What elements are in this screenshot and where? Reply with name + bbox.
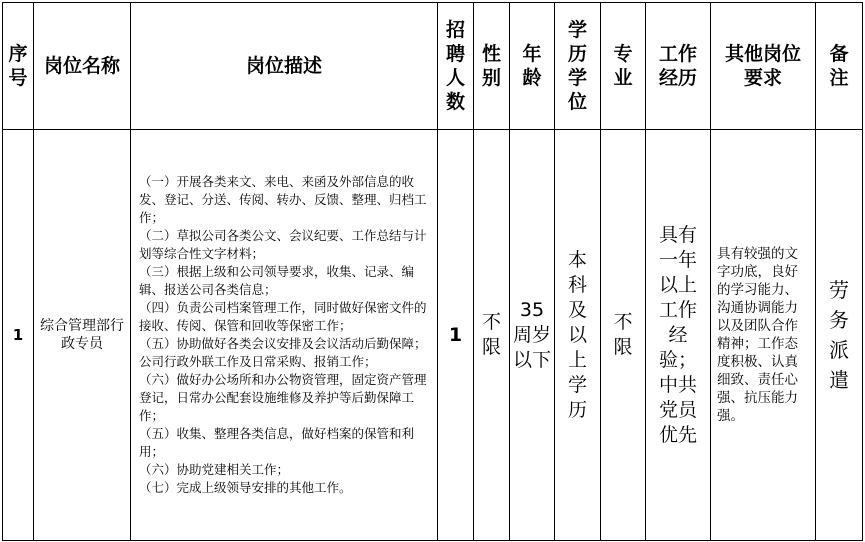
header-education: 学历学位 (555, 3, 601, 130)
header-note: 备注 (816, 3, 863, 130)
header-gender: 性别 (474, 3, 510, 130)
cell-description (131, 130, 438, 541)
description-line: （四）负责公司档案管理工作，同时做好保密文件的接收、传阅、保管和回收等保密工作； (139, 300, 427, 333)
header-no: 序号 (3, 3, 34, 130)
description-line: （一）开展各类来文、来电、来函及外部信息的收发、登记、分送、传阅、转办、反馈、整理、归档工作； (139, 174, 427, 225)
header-row (3, 3, 863, 130)
job-posting-table (2, 2, 863, 541)
cell-gender: 不限 (474, 130, 510, 541)
cell-major: 不限 (601, 130, 646, 541)
table-row (3, 130, 863, 541)
header-experience: 工作经历 (646, 3, 711, 130)
header-other: 其他岗位要求 (711, 3, 816, 130)
description-line: （五）协助做好各类会议安排及会议活动后勤保障；公司行政外联工作及日常采购、报销工作； (139, 336, 427, 369)
cell-other-requirements: 具有较强的文字功底，良好的学习能力、沟通协调能力以及团队合作精神；工作态度积极、认真细致、责任心强、抗压能力强。 (711, 130, 816, 541)
cell-note: 劳务派遣 (816, 130, 863, 541)
cell-position: 综合管理部行政专员 (34, 130, 131, 541)
cell-education: 本科及以上学历 (555, 130, 601, 541)
header-major: 专业 (601, 3, 646, 130)
description-line: （二）草拟公司各类公文、会议纪要、工作总结与计划等综合性文字材料； (139, 228, 427, 261)
header-description: 岗位描述 (131, 3, 438, 130)
description-line: （三）根据上级和公司领导要求，收集、记录、编辑、报送公司各类信息； (139, 264, 415, 297)
description-line: （六）协助党建相关工作； (139, 462, 290, 477)
header-position: 岗位名称 (34, 3, 131, 130)
cell-no: 1 (3, 130, 34, 541)
header-count: 招聘人数 (438, 3, 474, 130)
cell-age: 35周岁以下 (510, 130, 555, 541)
cell-count: 1 (438, 130, 474, 541)
header-age: 年龄 (510, 3, 555, 130)
description-line: （五）收集、整理各类信息，做好档案的保管和利用； (139, 426, 415, 459)
cell-experience: 具有一年以上工作经验；中共党员优先 (646, 130, 711, 541)
description-line: （六）做好办公场所和办公物资管理，固定资产管理登记，日常办公配套设施维修及养护等后勤保障工作； (139, 372, 427, 423)
description-line: （七）完成上级领导安排的其他工作。 (139, 480, 352, 495)
